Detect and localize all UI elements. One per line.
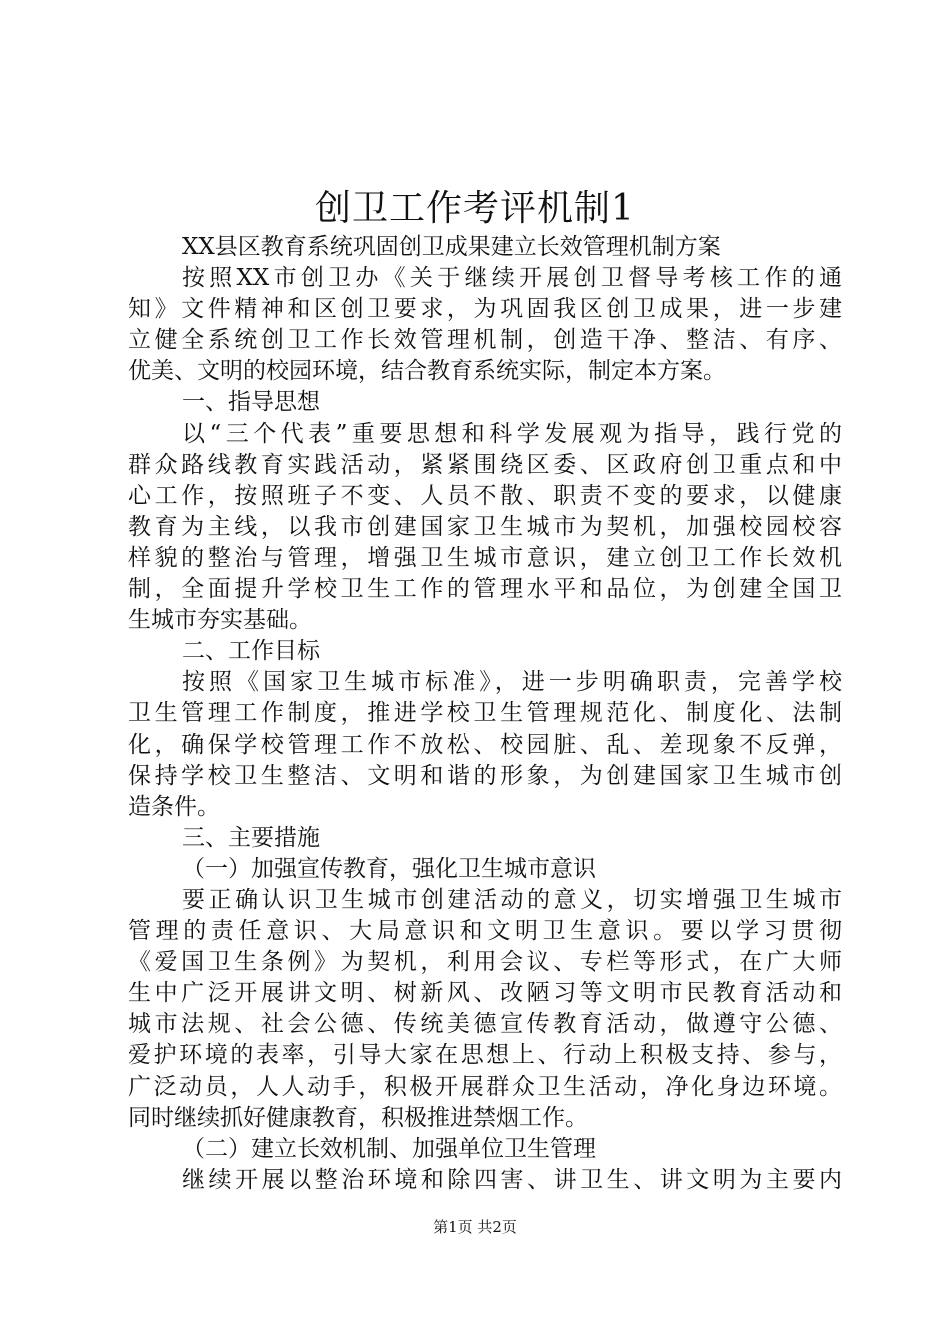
text-line: 教育为主线，以我市创建国家卫生城市为契机，加强校园校容 bbox=[128, 513, 842, 540]
text-line: 按照XX市创卫办《关于继续开展创卫督导考核工作的通 bbox=[182, 265, 842, 292]
page-footer: 第1页 共2页 bbox=[433, 1218, 517, 1236]
document-title: 创卫工作考评机制1 bbox=[315, 188, 635, 229]
text-line: 制，全面提升学校卫生工作的管理水平和品位，为创建全国卫 bbox=[128, 576, 842, 603]
text-line: 立健全系统创卫工作长效管理机制，创造干净、整洁、有序、 bbox=[128, 327, 842, 354]
document-body bbox=[128, 232, 842, 1196]
text-line: XX县区教育系统巩固创卫成果建立长效管理机制方案 bbox=[182, 234, 721, 260]
text-line: 广泛动员，人人动手，积极开展群众卫生活动，净化身边环境。 bbox=[128, 1073, 842, 1100]
text-line: 三、主要措施 bbox=[182, 824, 320, 851]
text-line: 优美、文明的校园环境，结合教育系统实际，制定本方案。 bbox=[128, 358, 726, 385]
text-line: 继续开展以整治环境和除四害、讲卫生、讲文明为主要内 bbox=[182, 1166, 842, 1193]
text-line: 城市法规、社会公德、传统美德宣传教育活动，做遵守公德、 bbox=[128, 1011, 842, 1038]
text-line: 同时继续抓好健康教育，积极推进禁烟工作。 bbox=[128, 1104, 588, 1131]
text-line: 一、指导思想 bbox=[182, 389, 320, 416]
text-line: 群众路线教育实践活动，紧紧围绕区委、区政府创卫重点和中 bbox=[128, 451, 842, 478]
text-line: （一）加强宣传教育，强化卫生城市意识 bbox=[182, 855, 596, 882]
text-line: 样貌的整治与管理，增强卫生城市意识，建立创卫工作长效机 bbox=[128, 544, 842, 571]
text-line: 二、工作目标 bbox=[182, 638, 320, 665]
text-line: 以“三个代表”重要思想和科学发展观为指导，践行党的 bbox=[182, 420, 842, 447]
text-line: 生城市夯实基础。 bbox=[128, 607, 312, 634]
text-line: 管理的责任意识、大局意识和文明卫生意识。要以学习贯彻 bbox=[128, 918, 842, 945]
text-line: 知》文件精神和区创卫要求，为巩固我区创卫成果，进一步建 bbox=[128, 296, 842, 323]
text-line: 爱护环境的表率，引导大家在思想上、行动上积极支持、参与， bbox=[128, 1042, 842, 1069]
text-line: 要正确认识卫生城市创建活动的意义，切实增强卫生城市 bbox=[182, 886, 842, 913]
text-line: 造条件。 bbox=[128, 793, 220, 820]
text-line: 化，确保学校管理工作不放松、校园脏、乱、差现象不反弹， bbox=[128, 731, 842, 758]
text-line: （二）建立长效机制、加强单位卫生管理 bbox=[182, 1135, 596, 1162]
text-line: 卫生管理工作制度，推进学校卫生管理规范化、制度化、法制 bbox=[128, 700, 842, 727]
text-line: 生中广泛开展讲文明、树新风、改陋习等文明市民教育活动和 bbox=[128, 980, 842, 1007]
text-line: 《爱国卫生条例》为契机，利用会议、专栏等形式，在广大师 bbox=[128, 949, 842, 976]
text-line: 按照《国家卫生城市标准》，进一步明确职责，完善学校 bbox=[182, 669, 842, 696]
text-line: 保持学校卫生整洁、文明和谐的形象，为创建国家卫生城市创 bbox=[128, 762, 842, 789]
text-line: 心工作，按照班子不变、人员不散、职责不变的要求，以健康 bbox=[128, 482, 842, 509]
